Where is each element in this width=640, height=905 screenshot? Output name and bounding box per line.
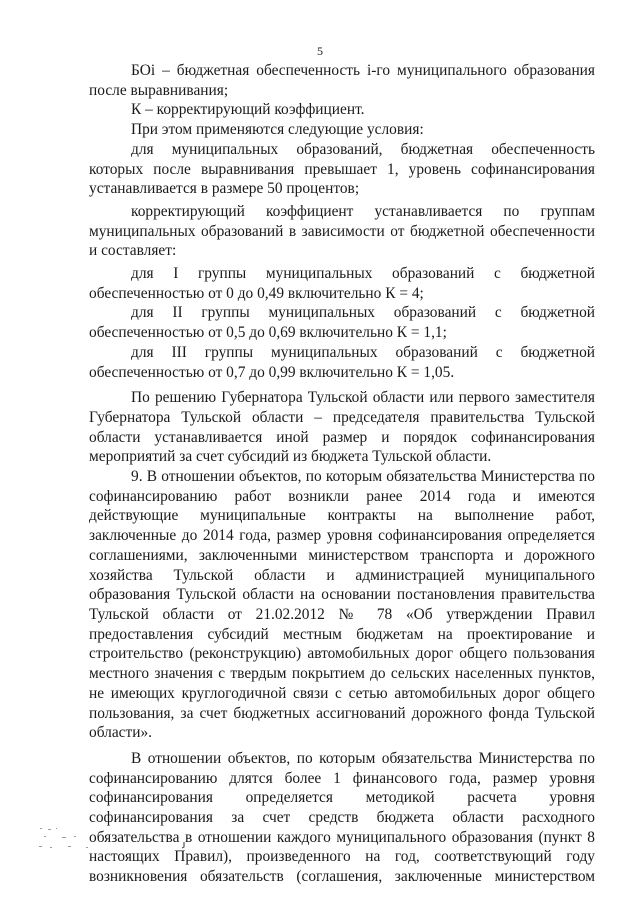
paragraph-group-one: для I группы муниципальных образований с бюджетной обеспеченностью от 0 до 0,49 включительно К = 4; — [89, 265, 595, 302]
paragraph-group-two: для II группы муниципальных образований с бюджетной обеспеченностью от 0,5 до 0,69 включительно К = 1,1; — [89, 304, 595, 342]
paragraph-k-definition: К – корректирующий коэффициент. — [131, 101, 365, 119]
paragraph-group-three: для III группы муниципальных образований с бюджетной обеспеченностью от 0,7 до 0,99 включительно К = 1,05. — [89, 343, 595, 381]
paragraph-coefficient-groups: корректирующий коэффициент устанавливается по группам муниципальных образований в зависимости от бюджетной обеспеченности и составляет: — [89, 202, 595, 260]
document-body — [89, 61, 595, 887]
paragraph-conditions-intro: При этом применяются следующие условия: — [131, 121, 424, 139]
paragraph-governor-decision: По решению Губернатора Тульской области или первого заместителя Губернатора Тульской области – председателя правительства Тульской области устанавливается иной размер и порядок софинансирования мероприятий за счет субсидий из бюджета Тульской области. — [89, 389, 595, 466]
paragraph-item-9: 9. В отношении объектов, по которым обязательства Министерства по софинансированию работ возникли ранее 2014 года и имеются действующие муниципальные контракты на выполнение работ, заключенные до 2014 года, размер уровня софинансирования определяется соглашениями, заключенными министерством транспорта и дорожного хозяйства Тульской области и администрацией муниципального образования Тульской области на основании постановления правительства Тульской области от 21.02.2012 № 78 «Об утверждении Правил предоставления субсидий местным бюджетам на проектирование и строительство (реконструкцию) автомобильных дорог общего пользования местного значения с твердым покрытием до сельских населенных пунктов, не имеющих круглогодичной связи с сетью автомобильных дорог общего пользования, за счет бюджетных ассигнований дорожного фонда Тульской области». — [89, 468, 595, 742]
scan-margin-marks — [38, 826, 188, 866]
paragraph-multi-year-obligations: В отношении объектов, по которым обязательства Министерства по софинансированию длятся более 1 финансового года, размер уровня софинансирования определяется методикой расчета уровня софинансирования за счет средств бюджета области расходного обязательства в отношении каждого муниципального образования (пункт 8 настоящих Правил), произведенного на год, соответствующий году возникновения обязательств (соглашения, заключенные министерством — [89, 749, 595, 886]
paragraph-bo-definition: БОi – бюджетная обеспеченность i-го муниципального образования после выравнивания; — [89, 62, 595, 99]
page-number: 5 — [317, 44, 323, 58]
paragraph-condition-over-one: для муниципальных образований, бюджетная обеспеченность которых после выравнивания превышает 1, уровень софинансирования устанавливается в размере 50 процентов; — [89, 140, 595, 198]
